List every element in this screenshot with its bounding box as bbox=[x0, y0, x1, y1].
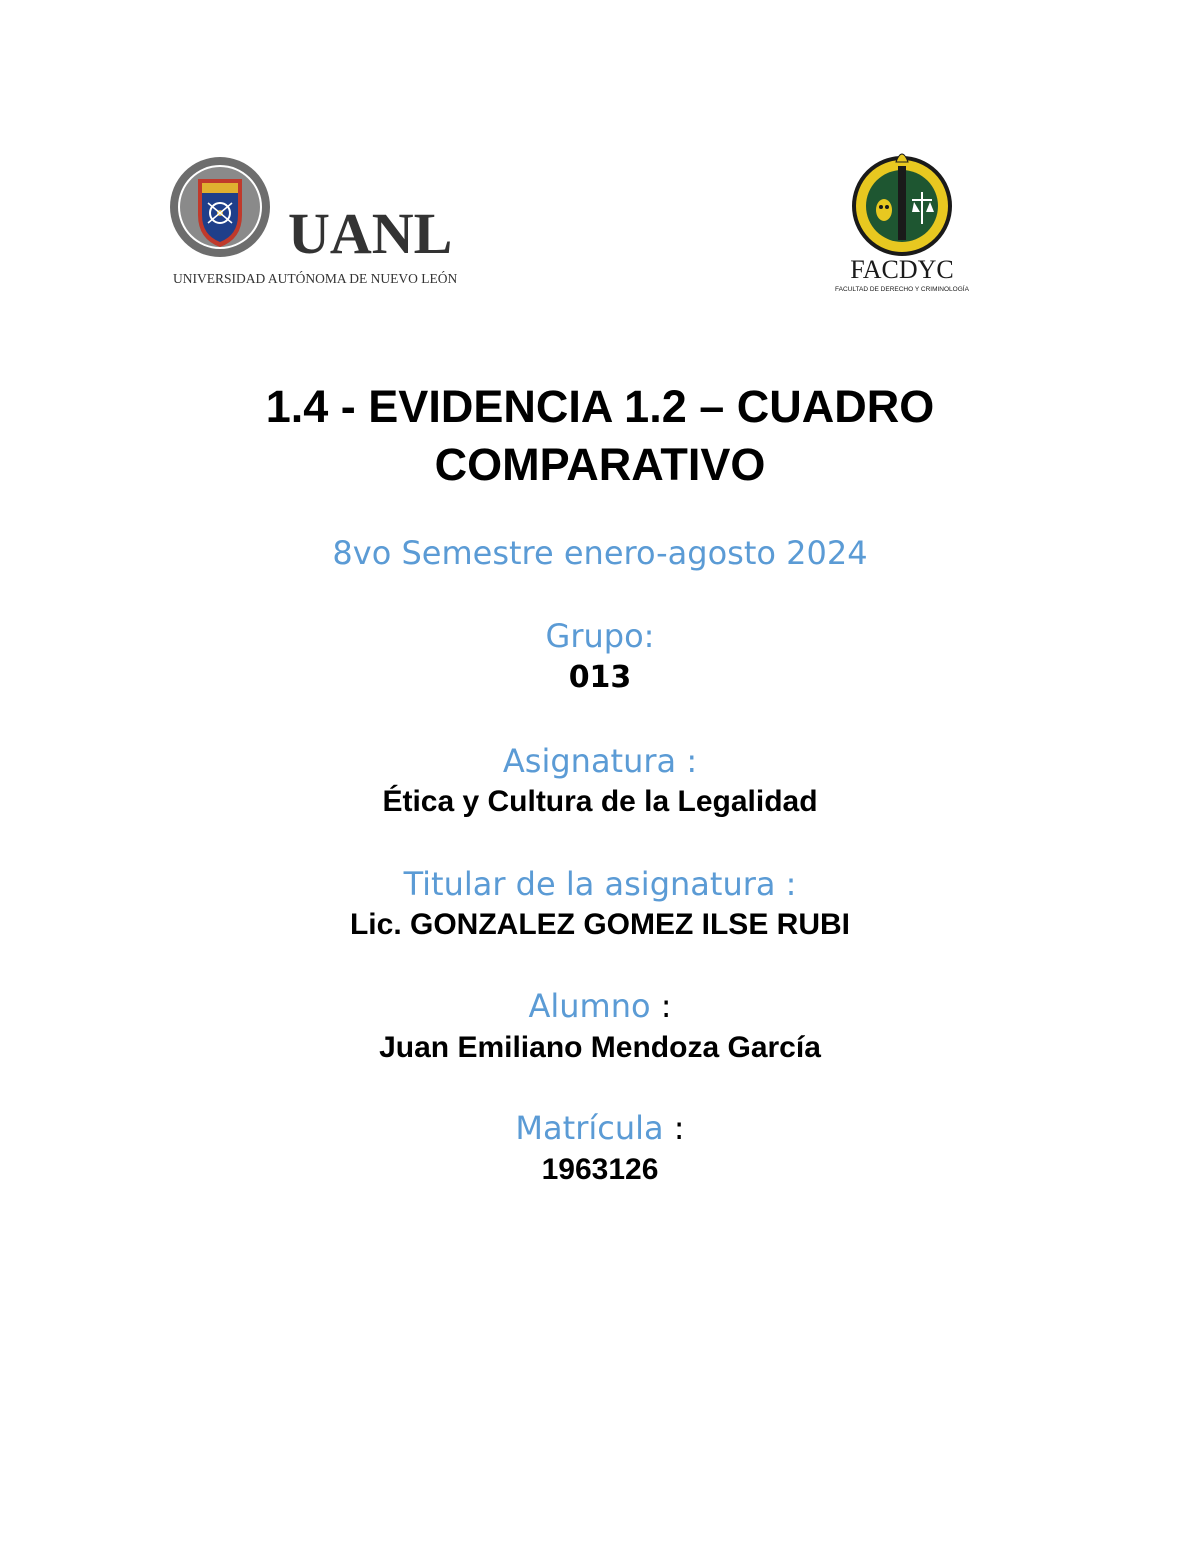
group-label: Grupo: bbox=[545, 617, 655, 655]
semester-text: 8vo Semestre enero-agosto 2024 bbox=[332, 534, 868, 572]
id-value: 1963126 bbox=[541, 1153, 659, 1186]
id-label: Matrícula bbox=[515, 1109, 664, 1147]
subject-label: Asignatura : bbox=[502, 742, 698, 780]
uanl-subtitle: UNIVERSIDAD AUTÓNOMA DE NUEVO LEÓN bbox=[173, 271, 458, 286]
document-title bbox=[0, 378, 1200, 494]
uanl-seal-icon bbox=[170, 157, 270, 257]
student-label: Alumno bbox=[528, 987, 651, 1025]
title-line-2: COMPARATIVO bbox=[434, 439, 766, 490]
uanl-wordmark: UANL bbox=[288, 201, 453, 266]
facdyc-logo bbox=[820, 140, 985, 295]
teacher-value: Lic. GONZALEZ GOMEZ ILSE RUBI bbox=[349, 908, 850, 941]
facdyc-subtitle: FACULTAD DE DERECHO Y CRIMINOLOGÍA bbox=[835, 286, 969, 293]
uanl-logo bbox=[168, 155, 468, 295]
facdyc-seal-icon bbox=[854, 154, 950, 254]
student-value: Juan Emiliano Mendoza García bbox=[379, 1031, 821, 1064]
teacher-label: Titular de la asignatura : bbox=[403, 865, 797, 903]
id-label-row bbox=[0, 1108, 1200, 1148]
title-line-1: 1.4 - EVIDENCIA 1.2 – CUADRO bbox=[265, 381, 935, 432]
facdyc-wordmark: FACDYC bbox=[850, 255, 954, 284]
student-label-row bbox=[0, 986, 1200, 1026]
id-colon: : bbox=[673, 1109, 685, 1147]
group-value: 013 bbox=[568, 660, 632, 695]
subject-value: Ética y Cultura de la Legalidad bbox=[382, 785, 818, 818]
student-colon: : bbox=[660, 987, 672, 1025]
